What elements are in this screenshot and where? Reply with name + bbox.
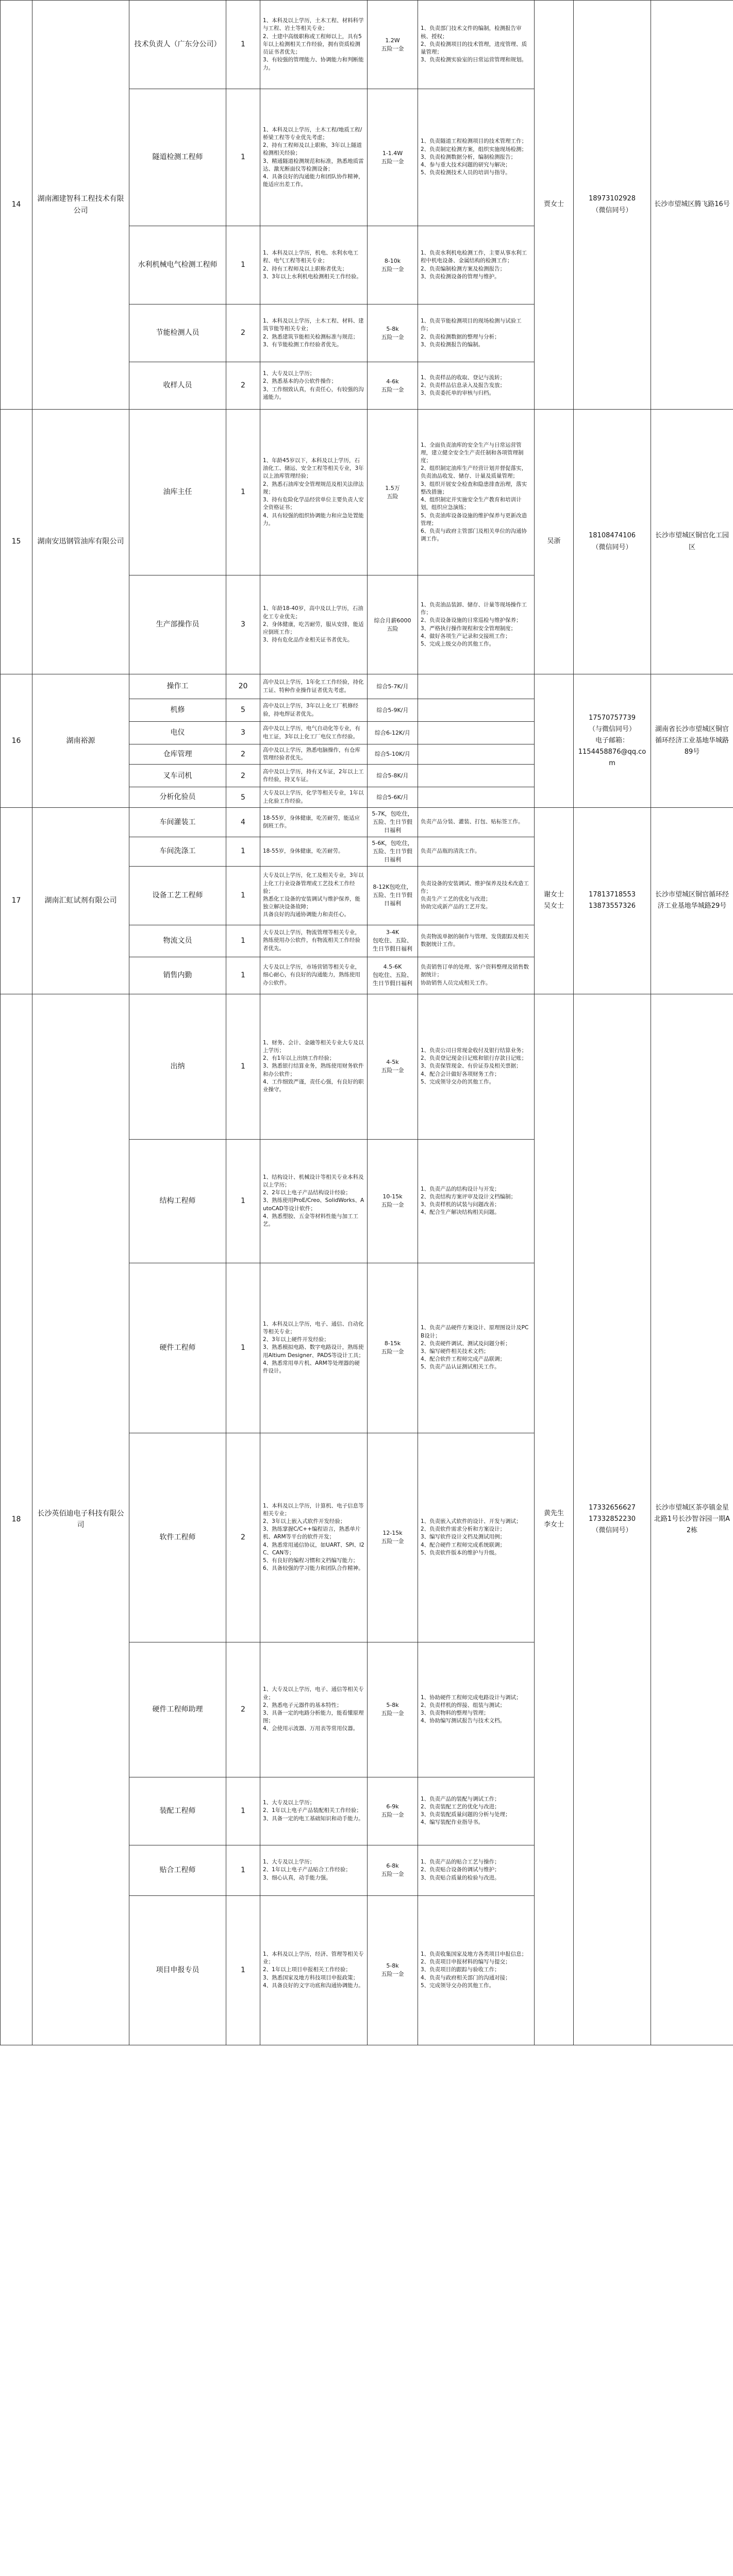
job-count: 1 — [226, 410, 260, 575]
job-requirements: 1、结构设计、机械设计等相关专业本科及以上学历； 2、2年以上电子产品结构设计经验； 3、熟练使用ProE/Creo、SolidWorks、AutoCAD等设计软件； 4、熟悉塑胶、五金等材料性能与加工工艺。 — [260, 1139, 368, 1263]
job-count: 1 — [226, 994, 260, 1139]
job-duties: 负责设备的安装调试、维护保养及技术改造工作； 负责生产工艺的优化与改进； 协助完成新产品的工艺开发。 — [418, 866, 535, 925]
company-name: 湖南汇虹试剂有限公司 — [32, 807, 129, 994]
contact-person: 贾女士 — [535, 1, 574, 410]
job-requirements: 1、本科及以上学历，土木工程/地质工程/桥梁工程等专业优先考虑； 2、持有工程师及以上职称，3年以上隧道检测相关经验； 3、精通隧道检测规范和标准，熟悉地质雷达、激光断面仪等检测设备； 4、具备良好的沟通能力和团队协作精神，能适应出差工作。 — [260, 89, 368, 226]
job-title: 电仪 — [129, 722, 226, 744]
job-salary: 6-8k 五险一金 — [368, 1845, 418, 1895]
job-salary: 综合月薪6000 五险 — [368, 575, 418, 674]
job-title: 叉车司机 — [129, 765, 226, 787]
contact-person — [535, 674, 574, 808]
job-title: 装配工程师 — [129, 1777, 226, 1845]
job-requirements: 1、大专及以上学历； 2、1年以上电子产品装配相关工作经验； 3、具备一定的电工基础知识和动手能力。 — [260, 1777, 368, 1845]
contact-phone: 18108474106 （微信同号） — [574, 410, 651, 674]
company-index: 17 — [1, 807, 32, 994]
job-count: 5 — [226, 787, 260, 807]
job-salary: 8-15k 五险一金 — [368, 1263, 418, 1433]
job-requirements: 1、大专及以上学历； 2、熟悉基本的办公软件操作； 3、工作细致认真，有责任心，有较强的沟通能力。 — [260, 362, 368, 410]
job-salary: 综合5-9K/月 — [368, 699, 418, 722]
job-salary: 8-10k 五险一金 — [368, 226, 418, 304]
job-count: 1 — [226, 1139, 260, 1263]
job-requirements: 1、大专及以上学历； 2、1年以上电子产品贴合工作经验； 3、细心认真，动手能力强。 — [260, 1845, 368, 1895]
company-name: 长沙英佰迪电子科技有限公司 — [32, 994, 129, 2045]
job-duties: 1、负责水利机电检测工作，主要从事水利工程中机电设备、金属结构的检测工作； 2、负责编制检测方案及检测报告； 3、负责检测设备的管理与维护。 — [418, 226, 535, 304]
job-duties: 负责产品分装、灌装、打包、贴标签工作。 — [418, 807, 535, 837]
job-salary: 12-15k 五险一金 — [368, 1433, 418, 1642]
job-count: 2 — [226, 362, 260, 410]
job-count: 2 — [226, 304, 260, 362]
company-address: 长沙市望城区铜官化工园区 — [651, 410, 733, 674]
job-count: 1 — [226, 866, 260, 925]
job-title: 车间灌装工 — [129, 807, 226, 837]
job-salary: 4-5k 五险一金 — [368, 994, 418, 1139]
job-title: 车间洗涤工 — [129, 837, 226, 866]
job-salary: 1.2W 五险一金 — [368, 1, 418, 89]
job-requirements: 1、本科及以上学历，机电、水利水电工程、电气工程等相关专业； 2、持有工程师及以上职称者优先； 3、3年以上水利机电检测相关工作经验。 — [260, 226, 368, 304]
job-duties — [418, 744, 535, 765]
job-count: 3 — [226, 575, 260, 674]
job-requirements: 大专及以上学历，市场营销等相关专业，细心耐心，有良好的沟通能力，熟练使用办公软件。 — [260, 957, 368, 994]
job-requirements: 高中及以上学历，电气自动化等专业，有电工证，3年以上化工厂电仪工作经验。 — [260, 722, 368, 744]
contact-phone: 17570757739 （与微信同号） 电子邮箱： 1154458876@qq.com — [574, 674, 651, 808]
job-duties: 1、负责产品的装配与调试工作； 2、负责装配工艺的优化与改进； 3、负责装配质量问题的分析与处理； 4、编写装配作业指导书。 — [418, 1777, 535, 1845]
job-title: 物流文员 — [129, 925, 226, 957]
job-requirements: 高中及以上学历，持有叉车证，2年以上工作经验，持叉车证。 — [260, 765, 368, 787]
job-requirements: 1、财务、会计、金融等相关专业大专及以上学历； 2、有1年以上出纳工作经验； 3、熟悉银行结算业务，熟练使用财务软件和办公软件； 4、工作细致严谨，责任心强，有良好的职业操守。 — [260, 994, 368, 1139]
job-duties: 1、全面负责油库的安全生产与日常运营管理，建立健全安全生产责任制和各项管理制度； 2、组织制定油库生产经营计划并督促落实，负责油品收发、储存、计量及质量管理； 3、组织开展安全检查和隐患排查治理，落实整改措施； 4、组织制定并实施安全生产教育和培训计划，组织应急演练； 5、负责油库设备设施的维护保养与更新改造管理； 6、负责与政府主管部门及相关单位的沟通协调工作。 — [418, 410, 535, 575]
contact-person: 谢女士 吴女士 — [535, 807, 574, 994]
job-duties — [418, 674, 535, 699]
job-title: 机修 — [129, 699, 226, 722]
job-title: 项目申报专员 — [129, 1895, 226, 2045]
job-title: 节能检测人员 — [129, 304, 226, 362]
job-title: 设备工艺工程师 — [129, 866, 226, 925]
job-count: 1 — [226, 957, 260, 994]
job-title: 技术负责人（广东分公司） — [129, 1, 226, 89]
job-title: 贴合工程师 — [129, 1845, 226, 1895]
job-title: 隧道检测工程师 — [129, 89, 226, 226]
company-name: 湖南湘建智科工程技术有限公司 — [32, 1, 129, 410]
job-title: 水利机械电气检测工程师 — [129, 226, 226, 304]
job-count: 5 — [226, 699, 260, 722]
job-duties: 1、负责产品的结构设计与开发； 2、负责结构方案评审及设计文档编制； 3、负责样机的试装与问题改善； 4、配合生产解决结构相关问题。 — [418, 1139, 535, 1263]
job-salary: 综合5-6K/月 — [368, 787, 418, 807]
job-count: 2 — [226, 744, 260, 765]
company-address: 长沙市望城区铜官循环经济工业基地华城路29号 — [651, 807, 733, 994]
company-address: 湖南省长沙市望城区铜官循环经济工业基地华城路89号 — [651, 674, 733, 808]
company-name: 湖南裕源 — [32, 674, 129, 808]
job-requirements: 1、本科及以上学历，计算机、电子信息等相关专业； 2、3年以上嵌入式软件开发经验； 3、熟练掌握C/C++编程语言，熟悉单片机、ARM等平台的软件开发； 4、熟悉常用通信协议，如UART、SPI、I2C、CAN等； 5、有良好的编程习惯和文档编写能力； 6、具备较强的学习能力和团队合作精神。 — [260, 1433, 368, 1642]
table-row — [1, 1, 733, 89]
job-count: 1 — [226, 1263, 260, 1433]
job-salary: 3-4K 包吃住、五险、生日节假日福利 — [368, 925, 418, 957]
job-requirements: 高中及以上学历，熟悉电脑操作，有仓库管理经验者优先。 — [260, 744, 368, 765]
job-duties: 1、负责部门技术文件的编制，检测报告审核、授权； 2、负责检测项目的技术管理，进度管理、质量管理； 3、负责检测实验室的日常运营管理和规划。 — [418, 1, 535, 89]
job-duties: 负责销售订单的处理、客户资料整理及销售数据统计； 协助销售人员完成相关工作。 — [418, 957, 535, 994]
job-duties: 1、协助硬件工程师完成电路设计与调试； 2、负责样机的焊接、组装与测试； 3、负责物料的整理与管理； 4、协助编写测试报告与技术文档。 — [418, 1642, 535, 1777]
job-requirements: 高中及以上学历，3年以上化工厂机修经验，持电焊证者优先。 — [260, 699, 368, 722]
job-count: 1 — [226, 1777, 260, 1845]
job-duties: 1、负责公司日常现金收付及银行结算业务； 2、负责登记现金日记账和银行存款日记账； 3、负责保管现金、有价证券及相关票据； 4、配合会计做好各项财务工作； 5、完成领导交办的其他工作。 — [418, 994, 535, 1139]
job-title: 仓库管理 — [129, 744, 226, 765]
job-duties — [418, 699, 535, 722]
job-duties — [418, 722, 535, 744]
job-duties: 1、负责隧道工程检测项目的技术管理工作； 2、负责制定检测方案，组织实施现场检测； 3、负责检测数据分析，编制检测报告； 4、参与重大技术问题的研究与解决； 5、负责检测技术人员的培训与指导。 — [418, 89, 535, 226]
job-duties: 1、负责收集国家及地方各类项目申报信息； 2、负责项目申报材料的编写与提交； 3、负责项目的跟踪与验收工作； 4、负责与政府相关部门的沟通对接； 5、完成领导交办的其他工作。 — [418, 1895, 535, 2045]
job-count: 1 — [226, 1845, 260, 1895]
job-count: 1 — [226, 1895, 260, 2045]
company-name: 湖南安迅钢管油库有限公司 — [32, 410, 129, 674]
job-title: 硬件工程师助理 — [129, 1642, 226, 1777]
job-title: 结构工程师 — [129, 1139, 226, 1263]
job-salary: 10-15k 五险一金 — [368, 1139, 418, 1263]
job-salary: 5-8k 五险一金 — [368, 304, 418, 362]
job-duties: 1、负责样品的收取、登记与流转； 2、负责样品信息录入及报告发放； 3、负责委托单的审核与归档。 — [418, 362, 535, 410]
job-salary: 1-1.4W 五险一金 — [368, 89, 418, 226]
job-requirements: 大专及以上学历，化工及相关专业，3年以上化工行业设备管理或工艺技术工作经验； 熟悉化工设备的安装调试与维护保养，能独立解决设备故障； 具备良好的沟通协调能力和责任心。 — [260, 866, 368, 925]
job-duties — [418, 787, 535, 807]
job-duties — [418, 765, 535, 787]
job-salary: 6-9k 五险一金 — [368, 1777, 418, 1845]
job-requirements: 高中及以上学历，1年化工工作经验，持化工证、特种作业操作证者优先考虑。 — [260, 674, 368, 699]
job-requirements: 1、本科及以上学历，土木工程、材料、建筑节能等相关专业； 2、熟悉建筑节能相关检测标准与规范； 3、有节能检测工作经验者优先。 — [260, 304, 368, 362]
job-title: 收样人员 — [129, 362, 226, 410]
table-row — [1, 410, 733, 575]
job-requirements: 1、本科及以上学历，经济、管理等相关专业； 2、1年以上项目申报相关工作经验； 3、熟悉国家及地方科技项目申报政策； 4、具备良好的文字功底和沟通协调能力。 — [260, 1895, 368, 2045]
job-count: 3 — [226, 722, 260, 744]
job-salary: 1.5万 五险 — [368, 410, 418, 575]
job-requirements: 大专及以上学历，化学等相关专业，1年以上化验工作经验。 — [260, 787, 368, 807]
job-duties: 1、负责节能检测项目的现场检测与试验工作； 2、负责检测数据的整理与分析； 3、负责检测报告的编制。 — [418, 304, 535, 362]
company-index: 14 — [1, 1, 32, 410]
job-title: 出纳 — [129, 994, 226, 1139]
job-requirements: 1、本科及以上学历，电子、通信、自动化等相关专业； 2、3年以上硬件开发经验； 3、熟悉模拟电路、数字电路设计，熟练使用Altium Designer、PADS等设计工具； 4、熟悉常用单片机、ARM等处理器的硬件设计。 — [260, 1263, 368, 1433]
job-requirements: 18-55岁，身体健康，吃苦耐劳。 — [260, 837, 368, 866]
job-salary: 4-6k 五险一金 — [368, 362, 418, 410]
job-salary: 4.5-6K 包吃住、五险、生日节假日福利 — [368, 957, 418, 994]
job-requirements: 1、大专及以上学历，电子、通信等相关专业； 2、熟悉电子元器件的基本特性； 3、具备一定的电路分析能力，能看懂原理图； 4、会使用示波器、万用表等常用仪器。 — [260, 1642, 368, 1777]
job-count: 1 — [226, 226, 260, 304]
table-row — [1, 807, 733, 837]
job-count: 20 — [226, 674, 260, 699]
job-salary: 8-12K包吃住，五险、生日节假日福利 — [368, 866, 418, 925]
job-salary: 综合5-8K/月 — [368, 765, 418, 787]
job-duties: 1、负责产品的贴合工艺与操作； 2、负责贴合设备的调试与维护； 3、负责贴合质量的检验与改进。 — [418, 1845, 535, 1895]
job-requirements: 大专及以上学历，物流管理等相关专业，熟练使用办公软件，有物流相关工作经验者优先。 — [260, 925, 368, 957]
contact-phone: 17813718553 13873557326 — [574, 807, 651, 994]
job-salary: 5-7K，包吃住，五险、生日节假日福利 — [368, 807, 418, 837]
job-salary: 综合5-7K/月 — [368, 674, 418, 699]
job-count: 2 — [226, 765, 260, 787]
job-salary: 5-8k 五险一金 — [368, 1895, 418, 2045]
job-salary: 5-8k 五险一金 — [368, 1642, 418, 1777]
job-title: 硬件工程师 — [129, 1263, 226, 1433]
company-index: 18 — [1, 994, 32, 2045]
job-count: 1 — [226, 837, 260, 866]
job-title: 生产部操作员 — [129, 575, 226, 674]
table-row — [1, 994, 733, 1139]
job-count: 1 — [226, 925, 260, 957]
job-count: 1 — [226, 1, 260, 89]
job-title: 分析化验员 — [129, 787, 226, 807]
company-address: 长沙市望城区茶亭镇金星北路1号长沙智谷园一期A2栋 — [651, 994, 733, 2045]
job-title: 油库主任 — [129, 410, 226, 575]
contact-person: 吴浙 — [535, 410, 574, 674]
job-title: 操作工 — [129, 674, 226, 699]
job-requirements: 1、本科及以上学历，土木工程、材料科学与工程、岩土等相关专业； 2、土建中高级职称或工程师以上，具有5年以上检测相关工作经验，拥有资质检测员证书者优先； 3、有较强的管理能力、协调能力和判断能力。 — [260, 1, 368, 89]
table-row — [1, 674, 733, 699]
job-salary: 综合5-10K/月 — [368, 744, 418, 765]
job-count: 2 — [226, 1433, 260, 1642]
job-requirements: 18-55岁，身体健康，吃苦耐劳，能适应倒班工作。 — [260, 807, 368, 837]
company-index: 16 — [1, 674, 32, 808]
job-requirements: 1、年龄45岁以下，本科及以上学历，石油化工、储运、安全工程等相关专业，3年以上油库管理经验； 2、熟悉石油库安全管理规范及相关法律法规； 3、持有危险化学品经营单位主要负责人安全资格证书； 4、具有较强的组织协调能力和应急处置能力。 — [260, 410, 368, 575]
job-title: 软件工程师 — [129, 1433, 226, 1642]
job-count: 2 — [226, 1642, 260, 1777]
job-requirements: 1、年龄18-40岁，高中及以上学历，石油化工专业优先； 2、身体健康，吃苦耐劳，服从安排，能适应倒班工作； 3、持有危化品作业相关证书者优先。 — [260, 575, 368, 674]
job-count: 4 — [226, 807, 260, 837]
job-salary: 综合6-12K/月 — [368, 722, 418, 744]
job-duties: 1、负责油品装卸、储存、计量等现场操作工作； 2、负责设备设施的日常巡检与维护保养； 3、严格执行操作规程和安全管理制度； 4、做好各项生产记录和交接班工作； 5、完成上级交办的其他工作。 — [418, 575, 535, 674]
job-count: 1 — [226, 89, 260, 226]
contact-phone: 17332656627 17332852230 （微信同号） — [574, 994, 651, 2045]
job-title: 销售内勤 — [129, 957, 226, 994]
job-duties: 1、负责产品硬件方案设计、原理图设计及PCB设计； 2、负责硬件调试、测试及问题分析； 3、编写硬件相关技术文档； 4、配合软件工程师完成产品联调； 5、负责产品认证测试相关工作。 — [418, 1263, 535, 1433]
job-duties: 负责物流单据的制作与管理、发货跟踪及相关数据统计工作。 — [418, 925, 535, 957]
company-index: 15 — [1, 410, 32, 674]
job-duties: 1、负责嵌入式软件的设计、开发与调试； 2、负责软件需求分析和方案设计； 3、编写软件设计文档及测试用例； 4、配合硬件工程师完成系统联调； 5、负责软件版本的维护与升级。 — [418, 1433, 535, 1642]
contact-phone: 18973102928 （微信同号） — [574, 1, 651, 410]
contact-person: 黄先生 李女士 — [535, 994, 574, 2045]
job-duties: 负责产品瓶的清洗工作。 — [418, 837, 535, 866]
company-address: 长沙市望城区腾飞路16号 — [651, 1, 733, 410]
job-salary: 5-6K，包吃住，五险、生日节假日福利 — [368, 837, 418, 866]
